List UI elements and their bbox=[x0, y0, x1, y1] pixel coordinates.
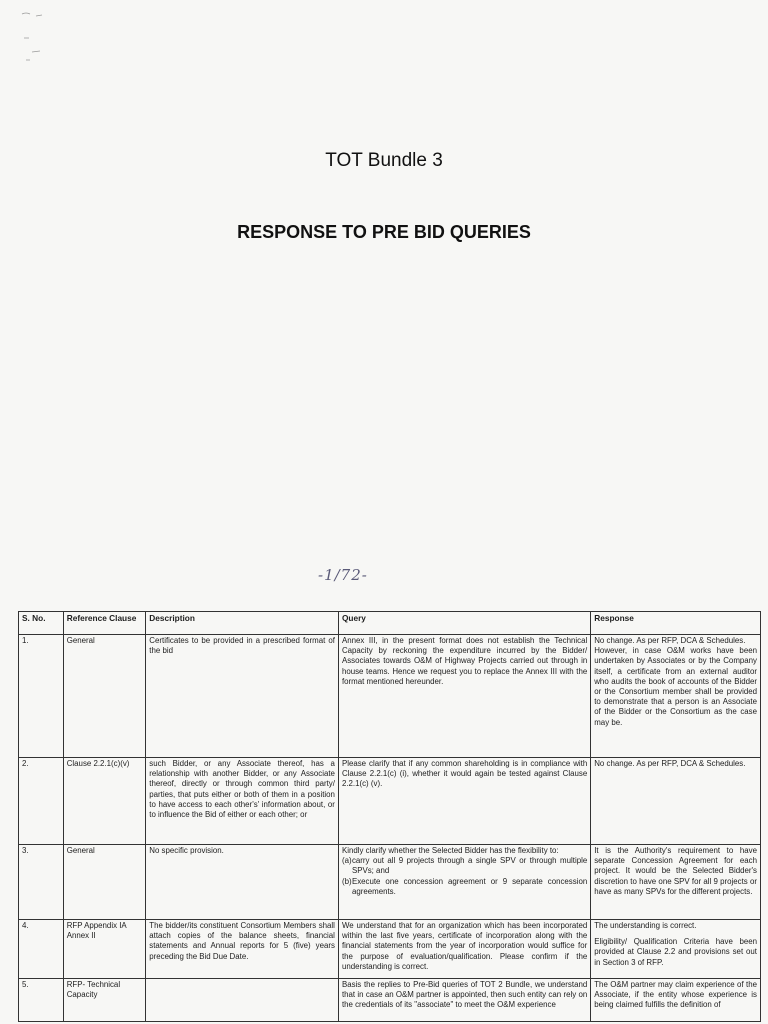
cell-clause: RFP Appendix IA Annex II bbox=[63, 920, 146, 979]
document-subtitle: RESPONSE TO PRE BID QUERIES bbox=[237, 222, 531, 242]
cell-query: Please clarify that if any common shareholding is in compliance with Clause 2.2.1(c) (i), whether it would again be tested against Clause 2.2.1(c) (v). bbox=[338, 758, 590, 845]
queries-table bbox=[18, 611, 761, 1022]
margin-scribble bbox=[18, 8, 58, 68]
response-line: Eligibility/ Qualification Criteria have been provided at Clause 2.2 and provisions set out in Section 3 of RFP. bbox=[594, 937, 757, 967]
handwritten-page-number: -1/72- bbox=[318, 566, 368, 584]
cell-sno: 1. bbox=[19, 635, 64, 758]
cell-query: Basis the replies to Pre-Bid queries of TOT 2 Bundle, we understand that in case an O&M partner is appointed, then such entity can rely on the credentials of its "associate" to meet the O&M experience bbox=[338, 979, 590, 1022]
cell-clause: General bbox=[63, 635, 146, 758]
cell-clause: General bbox=[63, 845, 146, 920]
cell-query: We understand that for an organization which has been incorporated within the last five years, certificate of incorporation along with the financial statements from the year of incorporation would suffice for the purpose of evaluation/qualification. Please confirm if the understanding is correct. bbox=[338, 920, 590, 979]
cell-response bbox=[591, 920, 761, 979]
cell-response: No change. As per RFP, DCA & Schedules. bbox=[591, 758, 761, 845]
header-response: Response bbox=[591, 612, 761, 635]
table-header-row bbox=[19, 612, 761, 635]
table-row bbox=[19, 979, 761, 1022]
cell-description bbox=[146, 979, 339, 1022]
table-row bbox=[19, 635, 761, 758]
cell-response: It is the Authority's requirement to have separate Concession Agreement for each project. It would be the Selected Bidder's discretion to have one SPV for all 9 projects or have as many SPVs for the different projects. bbox=[591, 845, 761, 920]
query-intro: Kindly clarify whether the Selected Bidder has the flexibility to: bbox=[341, 846, 559, 855]
query-list bbox=[342, 856, 587, 897]
cell-description: The bidder/its constituent Consortium Members shall attach copies of the balance sheets, financial statements and Annual reports for 5 (five) years preceding the Bid Due Date. bbox=[146, 920, 339, 979]
cell-clause: RFP- Technical Capacity bbox=[63, 979, 146, 1022]
cell-sno: 2. bbox=[19, 758, 64, 845]
header-clause: Reference Clause bbox=[63, 612, 146, 635]
header-sno: S. No. bbox=[19, 612, 64, 635]
response-line: No change. As per RFP, DCA & Schedules. bbox=[594, 636, 746, 645]
header-query: Query bbox=[338, 612, 590, 635]
table-row bbox=[19, 758, 761, 845]
list-item: (b) Execute one concession agreement or 9 separate concession agreements. bbox=[341, 876, 588, 896]
cell-response: The O&M partner may claim experience of the Associate, if the entity whose experience is being claimed fulfills the definition of bbox=[591, 979, 761, 1022]
cell-description: such Bidder, or any Associate thereof, has a relationship with another Bidder, or any Associate thereof, directly or through common third party/ parties, that puts either or both of them in a position to have access to each other's' information about, or to influence the Bid of either or each other; or bbox=[146, 758, 339, 845]
cell-sno: 5. bbox=[19, 979, 64, 1022]
cell-description: No specific provision. bbox=[146, 845, 339, 920]
cell-description: Certificates to be provided in a prescribed format of the bid bbox=[146, 635, 339, 758]
cell-clause: Clause 2.2.1(c)(v) bbox=[63, 758, 146, 845]
cell-sno: 3. bbox=[19, 845, 64, 920]
document-title: TOT Bundle 3 bbox=[325, 150, 443, 171]
cell-query bbox=[338, 845, 590, 920]
cell-query: Annex III, in the present format does not establish the Technical Capacity by reckoning the expenditure incurred by the Bidder/ Associates towards O&M of Highway Projects carried out through in house teams. Hence we request you to replace the Annex III with the format mentioned hereunder. bbox=[338, 635, 590, 758]
header-description: Description bbox=[146, 612, 339, 635]
table-row bbox=[19, 920, 761, 979]
table-row bbox=[19, 845, 761, 920]
list-item: (a) carry out all 9 projects through a single SPV or through multiple SPVs; and bbox=[341, 856, 588, 876]
response-line: The understanding is correct. bbox=[594, 921, 697, 930]
response-line: However, in case O&M works have been undertaken by Associates or by the Company itself, a certificate from an external auditor who audits the book of accounts of the Bidder or the Consortium member shall be provided to demonstrate that a person is an Associate of the Bidder or the Consortium as the case may be. bbox=[594, 646, 757, 727]
cell-sno: 4. bbox=[19, 920, 64, 979]
cell-response bbox=[591, 635, 761, 758]
